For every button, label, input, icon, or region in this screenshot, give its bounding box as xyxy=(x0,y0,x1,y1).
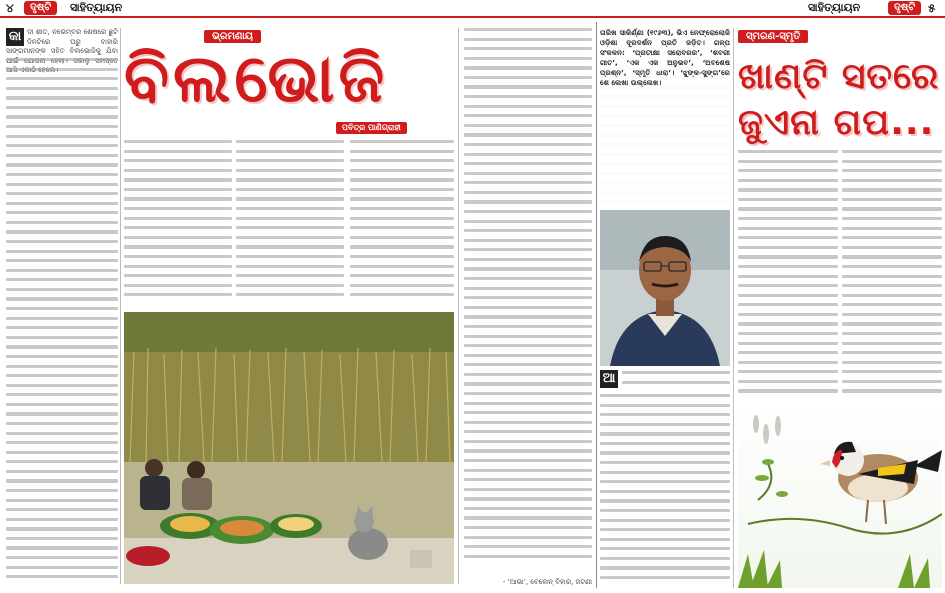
column-divider xyxy=(733,28,734,588)
story1-body-text-3 xyxy=(236,140,344,306)
page-number-left: ୪ xyxy=(6,1,14,15)
story2-dropcap: ଆ xyxy=(600,370,618,388)
story2-body-text-2 xyxy=(738,150,838,400)
page-number-right: ୫ xyxy=(928,1,936,15)
story2-headline-line-1: ଖାଣ୍ଟି ସତରେ xyxy=(738,56,940,97)
column-divider xyxy=(458,28,459,584)
goldfinch-photo xyxy=(738,404,942,588)
story1-signoff: - ‘ଆଭା’, ବେଲେନ୍ ବିହାର, ଜଟଣୀ xyxy=(502,578,592,586)
portrait-illustration xyxy=(600,210,730,366)
story1-body-text-4 xyxy=(350,140,454,306)
story2-bio-box xyxy=(600,28,730,206)
story1-dropcap: କା xyxy=(6,28,24,46)
story2-headline xyxy=(738,54,944,146)
story2-headline-line-2: ଜୁଏନା ଗପ... xyxy=(738,102,935,143)
story2-body-text-1a xyxy=(622,371,730,393)
story1-byline: ପବିତ୍ର ପାଣିଗ୍ରାହୀ xyxy=(336,122,407,134)
story1-body-text-1 xyxy=(6,58,118,586)
section-label-right: ସାହିତ୍ୟାୟନ xyxy=(808,1,861,14)
story2-body-text-3 xyxy=(842,150,942,400)
masthead-logo-right: ଦୃଷ୍ଟି xyxy=(888,1,921,15)
column-divider xyxy=(120,28,121,584)
story1-photo-picnic xyxy=(124,312,454,584)
goldfinch-illustration xyxy=(738,404,942,588)
story1-body-text-5 xyxy=(464,28,592,574)
story1-kicker: ଭ୍ରମଣାୟ xyxy=(204,30,261,43)
story1-headline: ବିଲଭୋଜି xyxy=(124,40,389,117)
picnic-photo-illustration xyxy=(124,312,454,584)
page-header xyxy=(0,0,945,18)
story2-bio: ତାରିଖ ସାକିର୍ଣ୍ଣା (୧୯୬୩), ଭିଏ ନେଫ୍ରୋଲୋଜି ଓଡ଼ିଶା ଦୂରଦର୍ଶନ ପ୍ରତି ଜଡ଼ିତ। ଗଳ୍ପ ସଂକଳନ: ‘ପ୍ରତୀକ୍ଷା ସରୋବରର’, ‘ଶବରୀ ଗୀତ’, ‘ଏକ ଏକ ଅନୁଭବ’, ‘ଅବଶେଷ ପ୍ରଶ୍ନ’, ‘ସ୍ମୃତି ଧାରା’। ‘ଝୁଙ୍କ-ସୁଙ୍ଗ’ରେ ଶେ ଲେଖା ଉଲ୍ଲେଖ। xyxy=(600,28,730,87)
story2-body-text-1 xyxy=(600,394,730,588)
section-label-left: ସାହିତ୍ୟାୟନ xyxy=(70,1,123,14)
masthead-logo-left: ଦୃଷ୍ଟି xyxy=(24,1,57,15)
story1-lead-paragraph: କା ଦୀ ଶୀତ, ନଭେମ୍ବର ଶେଷରେ ଛୁଟି ଦିନଟିରେ ଘରୁ ବାହାରି ସାଙ୍ଗମାନଙ୍କ ସହିତ ବିଲଭୋଜିକୁ ଯିବା xyxy=(6,28,118,56)
author-portrait xyxy=(600,210,730,366)
story2-kicker: ସ୍ମରଣ-ସ୍ମୃତି xyxy=(738,30,808,43)
story1-body-text-2 xyxy=(124,140,232,306)
page-gutter xyxy=(596,22,597,588)
